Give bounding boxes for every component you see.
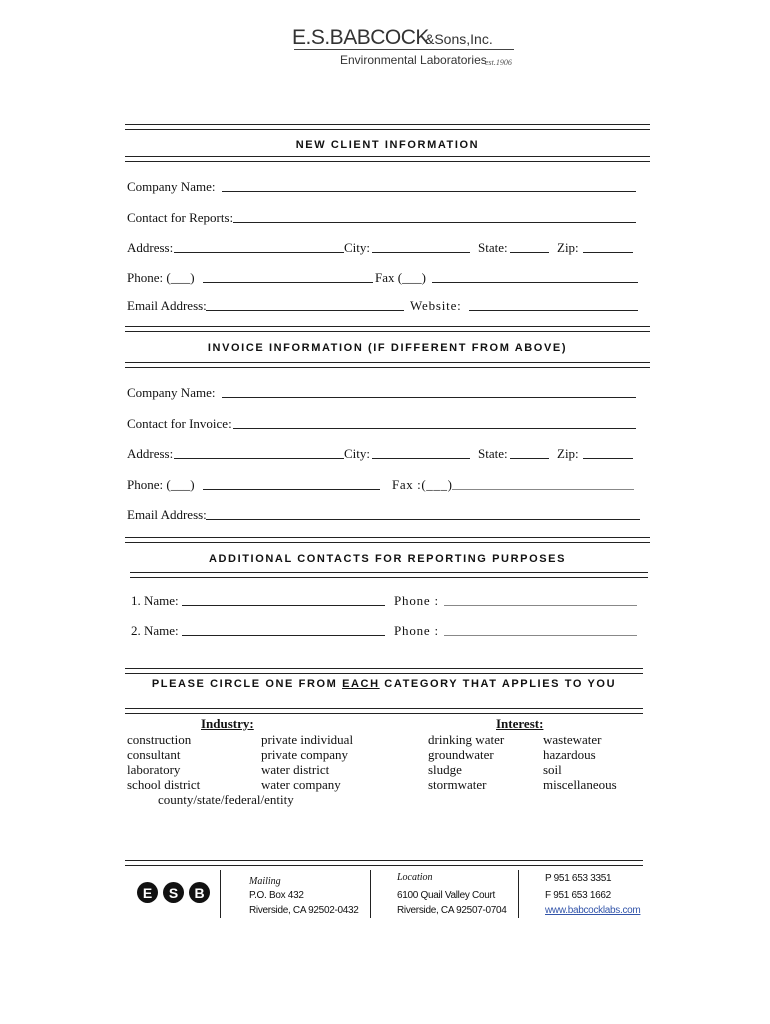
industry-col2	[261, 732, 353, 792]
contact-reports-field[interactable]	[233, 222, 636, 223]
state-label: State:	[478, 240, 508, 255]
zip-field[interactable]	[583, 252, 633, 253]
phone-label: Phone: (___)	[127, 270, 195, 285]
interest-col1	[428, 732, 504, 792]
section2-heading: INVOICE INFORMATION (IF DIFFERENT FROM ABOVE)	[207, 342, 568, 354]
section4-heading-pre: PLEASE CIRCLE ONE FROM	[151, 678, 343, 690]
interest-option[interactable]: soil	[543, 762, 562, 777]
section1-bottom-rule	[125, 156, 650, 162]
invoice-phone-label: Phone: (___)	[127, 477, 195, 492]
contact2-phone-field[interactable]	[444, 635, 637, 636]
esb-logo	[137, 882, 213, 906]
footer-phone: P 951 653 3351	[545, 873, 612, 884]
invoice-company-label: Company Name:	[127, 385, 216, 400]
industry-option[interactable]: consultant	[127, 747, 181, 762]
interest-col2	[543, 732, 617, 792]
esb-e-icon: E	[137, 882, 158, 903]
section1-top-rule	[125, 124, 650, 130]
invoice-contact-field[interactable]	[233, 428, 636, 429]
zip-label: Zip:	[557, 240, 579, 255]
contact1-name-field[interactable]	[182, 605, 385, 606]
contact1-name-label: 1. Name:	[131, 593, 179, 608]
city-field[interactable]	[372, 252, 470, 253]
interest-option[interactable]: sludge	[428, 762, 462, 777]
city-label: City:	[344, 240, 371, 255]
industry-option[interactable]: water district	[261, 762, 330, 777]
industry-option[interactable]: county/state/federal/entity	[158, 792, 294, 807]
section3-heading: ADDITIONAL CONTACTS FOR REPORTING PURPOSES	[208, 553, 567, 565]
contact1-phone-field[interactable]	[444, 605, 637, 606]
location-label: Location	[397, 872, 433, 883]
company-name-field[interactable]	[222, 191, 636, 192]
mailing-line1: P.O. Box 432	[249, 890, 304, 901]
interest-option[interactable]: hazardous	[543, 747, 596, 762]
esb-s-icon: S	[163, 882, 184, 903]
esb-b-icon: B	[189, 882, 210, 903]
industry-option[interactable]: construction	[127, 732, 192, 747]
footer-rule	[125, 860, 643, 866]
website-field[interactable]	[469, 310, 638, 311]
industry-col1	[127, 732, 200, 792]
contact2-phone-label: Phone :	[394, 623, 439, 638]
invoice-state-label: State:	[478, 446, 508, 461]
invoice-phone-field[interactable]	[203, 489, 380, 490]
interest-option[interactable]: miscellaneous	[543, 777, 617, 792]
contact-reports-label: Contact for Reports:	[127, 210, 234, 225]
mailing-label: Mailing	[249, 876, 281, 887]
section4-bottom-rule	[125, 708, 643, 714]
address-label: Address:	[127, 240, 174, 255]
invoice-contact-label: Contact for Invoice:	[127, 416, 232, 431]
invoice-fax-label: Fax :(___)	[392, 477, 453, 492]
section2-bottom-rule	[125, 362, 650, 368]
invoice-city-label: City:	[344, 446, 371, 461]
industry-option[interactable]: private individual	[261, 732, 354, 747]
mailing-line2: Riverside, CA 92502-0432	[249, 905, 359, 916]
email-label: Email Address:	[127, 298, 207, 313]
industry-title: Industry:	[201, 716, 254, 731]
invoice-address-field[interactable]	[174, 458, 344, 459]
phone-field[interactable]	[203, 282, 373, 283]
contact1-phone-label: Phone :	[394, 593, 439, 608]
email-field[interactable]	[206, 310, 404, 311]
logo-est: est.1906	[485, 58, 512, 67]
footer-website-link[interactable]: www.babcocklabs.com	[545, 905, 641, 916]
section4-heading	[125, 678, 643, 690]
fax-label: Fax (___)	[375, 270, 426, 285]
invoice-email-field[interactable]	[206, 519, 640, 520]
company-logo	[292, 26, 517, 70]
footer-divider-1	[220, 870, 221, 918]
section3-top-rule	[125, 537, 650, 543]
industry-option[interactable]: water company	[261, 777, 341, 792]
invoice-city-field[interactable]	[372, 458, 470, 459]
logo-subtitle: Environmental Laboratories	[340, 53, 487, 67]
section1-heading: NEW CLIENT INFORMATION	[295, 139, 480, 151]
location-line1: 6100 Quail Valley Court	[397, 890, 495, 901]
section4-heading-each: EACH	[342, 678, 380, 690]
company-name-label: Company Name:	[127, 179, 216, 194]
logo-underline	[294, 49, 514, 50]
interest-option[interactable]: wastewater	[543, 732, 602, 747]
interest-option[interactable]: groundwater	[428, 747, 494, 762]
industry-option[interactable]: laboratory	[127, 762, 181, 777]
invoice-zip-field[interactable]	[583, 458, 633, 459]
logo-name: E.S.BABCOCK	[292, 26, 429, 49]
state-field[interactable]	[510, 252, 549, 253]
footer-divider-2	[370, 870, 371, 918]
footer-fax: F 951 653 1662	[545, 890, 611, 901]
interest-title: Interest:	[496, 716, 544, 731]
invoice-zip-label: Zip:	[557, 446, 579, 461]
contact2-name-field[interactable]	[182, 635, 385, 636]
section4-top-rule	[125, 668, 643, 674]
invoice-email-label: Email Address:	[127, 507, 207, 522]
industry-option[interactable]: private company	[261, 747, 348, 762]
invoice-fax-field[interactable]	[452, 489, 634, 490]
invoice-state-field[interactable]	[510, 458, 549, 459]
footer-divider-3	[518, 870, 519, 918]
location-line2: Riverside, CA 92507-0704	[397, 905, 507, 916]
industry-option[interactable]: school district	[127, 777, 201, 792]
interest-option[interactable]: drinking water	[428, 732, 505, 747]
section3-bottom-rule	[130, 572, 648, 578]
address-field[interactable]	[174, 252, 344, 253]
invoice-company-field[interactable]	[222, 397, 636, 398]
fax-field[interactable]	[432, 282, 638, 283]
contact2-name-label: 2. Name:	[131, 623, 179, 638]
website-label: Website:	[410, 298, 462, 313]
section2-top-rule	[125, 326, 650, 332]
logo-sons: &Sons,Inc.	[425, 31, 493, 47]
section4-heading-post: CATEGORY THAT APPLIES TO YOU	[379, 678, 617, 690]
interest-option[interactable]: stormwater	[428, 777, 487, 792]
invoice-address-label: Address:	[127, 446, 174, 461]
